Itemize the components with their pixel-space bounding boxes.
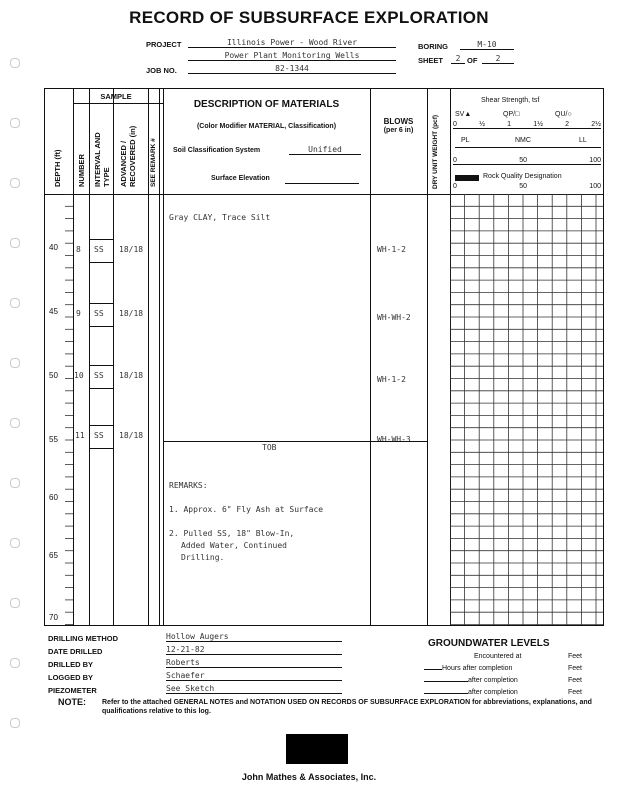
dry-unit-header: DRY UNIT WEIGHT (pcf)	[432, 114, 439, 189]
binder-hole	[10, 478, 20, 488]
adv-rec-header: ADVANCED / RECOVERED (in)	[119, 125, 137, 187]
gw-encountered: Encountered at	[474, 653, 522, 660]
sheet-value: 2	[451, 54, 465, 64]
depth-label: 55	[49, 435, 58, 444]
remark-2c: Drilling.	[181, 553, 225, 562]
depth-label: 65	[49, 551, 58, 560]
date-drilled-value: 12-21-82	[166, 645, 342, 655]
drilled-by-value: Roberts	[166, 658, 342, 668]
logged-by-value: Schaefer	[166, 671, 342, 681]
note-label: NOTE:	[58, 697, 86, 707]
binder-hole	[10, 538, 20, 548]
qp-text: QP/	[503, 111, 516, 118]
interval-header: INTERVAL AND TYPE	[93, 132, 111, 187]
gw-after-2	[424, 689, 518, 696]
sample-interval-box	[89, 365, 113, 389]
gw-feet: Feet	[568, 689, 583, 696]
remark-1: 1. Approx. 6" Fly Ash at Surface	[169, 505, 324, 514]
sample-blows: WH-1-2	[377, 245, 406, 254]
col-divider	[370, 89, 371, 625]
sample-type: SS	[94, 309, 104, 318]
col-divider	[148, 89, 149, 625]
number-header: NUMBER	[77, 154, 86, 187]
binder-hole	[10, 178, 20, 188]
sample-blows: WH-WH-3	[377, 435, 411, 444]
soil-class-value: Unified	[289, 145, 361, 155]
remark-2b: Added Water, Continued	[181, 541, 287, 550]
sample-adv-rec: 18/18	[119, 309, 144, 318]
description-sub: (Color Modifier MATERIAL, Classification)	[196, 123, 337, 130]
depth-label: 40	[49, 243, 58, 252]
sample-divider	[73, 103, 163, 104]
surface-elev-label: Surface Elevation	[211, 175, 270, 182]
col-divider	[427, 89, 428, 625]
gw-after-1-text: after completion	[468, 677, 518, 684]
blows-header: BLOWS	[383, 117, 414, 126]
binder-margin	[0, 0, 30, 800]
piezometer-label: PIEZOMETER	[48, 686, 97, 695]
gw-feet: Feet	[568, 677, 583, 684]
shear-tick: 2	[565, 121, 570, 128]
sample-number: 11	[75, 431, 85, 440]
remarks-label: REMARKS:	[169, 481, 208, 490]
binder-hole	[10, 358, 20, 368]
depth-label: 60	[49, 493, 58, 502]
sv-text: SV	[455, 111, 465, 118]
shear-scale	[453, 121, 601, 129]
sample-number: 8	[76, 245, 81, 254]
material-description: Gray CLAY, Trace Silt	[169, 213, 271, 222]
note-text: Refer to the attached GENERAL NOTES and NOTATION USED ON RECORDS OF SUBSURFACE EXPLORATION for abbreviations, explanations, and qualifications relative to this log.	[102, 699, 592, 715]
sample-adv-rec: 18/18	[119, 371, 144, 380]
sample-interval-box	[89, 303, 113, 327]
of-value: 2	[482, 54, 514, 64]
sample-type: SS	[94, 371, 104, 380]
logged-by-label: LOGGED BY	[48, 673, 94, 682]
col-divider	[73, 89, 74, 625]
pct-scale	[453, 157, 601, 165]
gw-hours-after	[424, 665, 512, 672]
depth-label: 50	[49, 371, 58, 380]
pct-tick: 0	[453, 157, 457, 164]
binder-hole	[10, 598, 20, 608]
gw-after-1	[424, 677, 518, 684]
piezometer-value: See Sketch	[166, 684, 342, 694]
groundwater-title: GROUNDWATER LEVELS	[428, 638, 550, 649]
ll-label: LL	[579, 137, 587, 144]
col-divider	[89, 89, 90, 625]
data-grid	[450, 194, 603, 625]
sample-adv-rec: 18/18	[119, 431, 144, 440]
sample-adv-rec: 18/18	[119, 245, 144, 254]
sample-number: 9	[76, 309, 81, 318]
gw-feet: Feet	[568, 665, 583, 672]
shear-tick: 1	[507, 121, 512, 128]
rqd-legend-swatch	[455, 175, 479, 181]
binder-hole	[10, 418, 20, 428]
page-title: RECORD OF SUBSURFACE EXPLORATION	[129, 8, 489, 27]
col-divider	[113, 89, 114, 625]
binder-hole	[10, 298, 20, 308]
sample-header: SAMPLE	[100, 92, 132, 101]
sample-interval-box	[89, 425, 113, 449]
description-title: DESCRIPTION OF MATERIALS	[193, 99, 340, 110]
sheet-label: SHEET	[418, 56, 444, 65]
soil-class-label: Soil Classification System	[173, 147, 261, 154]
sv-label: SV▲	[455, 111, 472, 118]
qu-text: QU/	[555, 111, 568, 118]
drilling-method-value: Hollow Augers	[166, 632, 342, 642]
surface-elev-line	[285, 183, 359, 184]
binder-hole	[10, 718, 20, 728]
boring-label: BORING	[418, 42, 448, 51]
shear-tick: 1½	[533, 121, 543, 128]
rqd-scale	[453, 183, 601, 190]
rqd-tick: 50	[519, 183, 527, 190]
pl-label: PL	[461, 137, 470, 144]
shear-tick: ½	[479, 121, 485, 128]
blows-unit: (per 6 in)	[383, 127, 414, 134]
gw-hours-after-text: Hours after completion	[442, 665, 513, 672]
tob-label: TOB	[259, 443, 279, 452]
rqd-label: Rock Quality Designation	[483, 173, 562, 180]
sample-number: 10	[74, 371, 84, 380]
project-label: PROJECT	[146, 40, 182, 49]
binder-hole	[10, 238, 20, 248]
rqd-tick: 100	[589, 183, 601, 190]
binder-hole	[10, 658, 20, 668]
qu-label: QU/○	[555, 111, 572, 118]
depth-header: DEPTH (ft)	[53, 149, 62, 187]
depth-scale	[45, 194, 73, 625]
sample-interval-box	[89, 239, 113, 263]
drilling-method-label: DRILLING METHOD	[48, 634, 118, 643]
sample-type: SS	[94, 431, 104, 440]
shear-header: Shear Strength, tsf	[481, 97, 540, 104]
col-divider	[163, 89, 164, 625]
log-table	[44, 88, 604, 626]
project-line-2: Power Plant Monitoring Wells	[188, 51, 396, 61]
pl-ll-line	[455, 147, 601, 148]
sample-blows: WH-1-2	[377, 375, 406, 384]
job-no-label: JOB NO.	[146, 66, 177, 75]
project-line-1: Illinois Power - Wood River	[188, 38, 396, 48]
sample-blows: WH-WH-2	[377, 313, 411, 322]
rqd-tick: 0	[453, 183, 457, 190]
redaction-block	[286, 734, 348, 764]
gw-feet: Feet	[568, 653, 583, 660]
remark-2a: 2. Pulled SS, 18" Blow-In,	[169, 529, 295, 538]
shear-tick: 2½	[591, 121, 601, 128]
drilled-by-label: DRILLED BY	[48, 660, 93, 669]
date-drilled-label: DATE DRILLED	[48, 647, 103, 656]
binder-hole	[10, 118, 20, 128]
qp-label: QP/□	[503, 111, 520, 118]
shear-tick: 0	[453, 121, 457, 128]
nmc-label: NMC	[515, 137, 531, 144]
pct-tick: 50	[519, 157, 527, 164]
of-label: OF	[467, 56, 478, 65]
company-name: John Mathes & Associates, Inc.	[241, 772, 377, 782]
tob-line	[163, 441, 427, 442]
sample-type: SS	[94, 245, 104, 254]
depth-label: 70	[49, 613, 58, 622]
gw-after-2-text: after completion	[468, 689, 518, 696]
col-divider	[159, 89, 160, 625]
job-no-value: 82-1344	[188, 64, 396, 74]
binder-hole	[10, 58, 20, 68]
pct-tick: 100	[589, 157, 601, 164]
boring-value: M-10	[460, 40, 514, 50]
see-remark-header: SEE REMARK #	[150, 138, 157, 187]
depth-label: 45	[49, 307, 58, 316]
